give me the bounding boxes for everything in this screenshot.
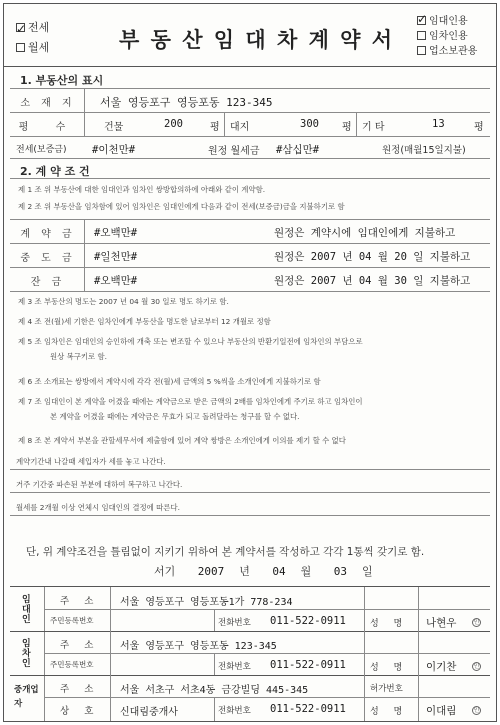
- option-tenant-copy[interactable]: [417, 29, 477, 44]
- divider: [10, 243, 490, 244]
- divider: [10, 112, 490, 113]
- contract-date: [154, 563, 373, 579]
- area-label: 평 수: [18, 121, 78, 133]
- divider: [10, 291, 490, 292]
- special-term-3: 월세를 2개월 이상 연체시 임대인의 결정에 따른다.: [16, 503, 180, 512]
- label: 성 명: [370, 619, 409, 629]
- date-era: 서기: [154, 565, 176, 578]
- label: 주민등록번호: [50, 660, 94, 669]
- unit: 평: [342, 122, 352, 133]
- divider: [214, 653, 215, 675]
- payment-label: 잔 금: [30, 276, 66, 288]
- divider: [10, 219, 490, 220]
- clause-1: 제 1 조 위 부동산에 대한 임대인과 임차인 쌍방합의하에 아래와 같이 계약함.: [18, 185, 266, 194]
- label: 전화번호: [218, 618, 251, 628]
- label: 원정 월세금: [208, 146, 260, 157]
- checkbox-checked-icon[interactable]: [16, 23, 25, 32]
- payment-note[interactable]: 원정은 2007 년 04 월 20 일 지불하고: [274, 251, 471, 263]
- tenant-role: 임차인: [22, 639, 31, 669]
- other-label: 기 타: [362, 122, 385, 133]
- label: 주 소: [60, 684, 100, 695]
- seal-text: 인: [473, 707, 480, 714]
- option-jeonse[interactable]: [16, 18, 49, 38]
- label: 성 명: [370, 663, 409, 673]
- label: 허가번호: [370, 684, 403, 694]
- divider: [224, 112, 225, 136]
- other-value[interactable]: 13: [432, 118, 445, 130]
- land-label: 대지: [230, 122, 250, 133]
- monthly-rent-value[interactable]: #삼십만#: [276, 144, 320, 156]
- label: 성 명: [370, 707, 409, 717]
- divider: [84, 219, 85, 291]
- landlord-role: 임대인: [22, 595, 31, 625]
- clause-5: 제 5 조 임차인은 임대인의 승인하에 개축 또는 변조할 수 있으나 부동산의 반환기일전에 임차인의 부담으로: [18, 337, 363, 346]
- divider: [418, 587, 419, 721]
- payment-note[interactable]: 원정은 계약시에 임대인에게 지불하고: [274, 227, 456, 239]
- tenant-name[interactable]: 이기찬: [426, 661, 457, 673]
- tenant-phone[interactable]: 011-522-0911: [270, 659, 346, 671]
- deposit-value[interactable]: #이천만#: [92, 144, 136, 156]
- option-label: 임차인용: [429, 31, 468, 42]
- divider: [10, 469, 490, 470]
- clause-3: 제 3 조 부동산의 명도는 2007 년 04 월 30 일로 명도 하기로 함.: [18, 297, 229, 306]
- checkbox-icon[interactable]: [417, 46, 426, 55]
- divider: [10, 492, 490, 493]
- building-label: 건물: [104, 122, 124, 133]
- checkbox-icon[interactable]: [417, 31, 426, 40]
- broker-firm[interactable]: 신대림중개사: [120, 707, 178, 718]
- seal-icon: [472, 661, 481, 671]
- divider: [10, 158, 490, 159]
- divider: [356, 112, 357, 136]
- label: 주민등록번호: [50, 616, 94, 625]
- date-year-unit: 년: [239, 565, 250, 578]
- unit: 평: [474, 122, 484, 133]
- lease-contract-document: [3, 3, 497, 722]
- date-day[interactable]: 03: [333, 565, 348, 578]
- option-label: 임대인용: [429, 16, 468, 27]
- option-label: 업소보관용: [429, 46, 478, 57]
- divider: [214, 609, 215, 631]
- checkbox-icon[interactable]: [16, 43, 25, 52]
- right-options: [417, 14, 477, 59]
- divider: [214, 697, 215, 721]
- clause-7: 제 7 조 임대인이 본 계약을 어겼을 때에는 계약금으로 받은 금액의 2배를 임차인에게 주기로 하고 임차인이: [18, 397, 363, 406]
- special-term-2: 거주 기간중 파손된 부분에 대하여 복구하고 나간다.: [16, 480, 183, 489]
- option-label: 전세: [28, 21, 50, 34]
- deposit-label: 전세(보증금): [16, 145, 67, 155]
- broker-name[interactable]: 이대림: [426, 705, 457, 717]
- section2-heading: 2. 계 약 조 건: [20, 165, 90, 178]
- date-month[interactable]: 04: [272, 565, 286, 578]
- label: 원정(매월15일지불): [382, 145, 466, 156]
- checkbox-checked-icon[interactable]: [417, 16, 426, 25]
- divider: [10, 267, 490, 268]
- landlord-name[interactable]: 나현우: [426, 617, 457, 629]
- seal-text: 인: [473, 663, 480, 670]
- clause-2: 제 2 조 위 부동산을 임차함에 있어 임차인은 임대인에게 다음과 같이 전세(보증금)금을 지불하기로 함: [18, 202, 345, 211]
- option-wolse[interactable]: [16, 38, 49, 58]
- clause-6: 제 6 조 소개료는 쌍방에서 계약시에 각각 전(월)세 금액의 5 %씩을 소개인에게 지불하기로 함: [18, 377, 321, 386]
- special-term-1: 계약기간내 나갈때 세입자가 세를 놓고 나간다.: [16, 457, 166, 466]
- divider: [10, 88, 490, 89]
- divider: [110, 587, 111, 721]
- label: 주 소: [60, 640, 100, 651]
- payment-amount[interactable]: #일천만#: [94, 251, 138, 263]
- landlord-phone[interactable]: 011-522-0911: [270, 615, 346, 627]
- divider: [10, 515, 490, 516]
- payment-amount[interactable]: #오백만#: [94, 275, 138, 287]
- left-options: [16, 18, 49, 58]
- divider: [364, 587, 365, 721]
- date-day-unit: 일: [362, 565, 373, 578]
- payment-label: 계 약 금: [20, 228, 76, 240]
- clause-8: 제 8 조 본 계약서 부본을 관할세무서에 제출함에 있어 계약 쌍방은 소개인에게 이의를 제기 할 수 없다: [18, 436, 346, 445]
- label: 전화번호: [218, 662, 251, 672]
- parties-table: [10, 586, 490, 720]
- seal-icon: [472, 705, 481, 715]
- clause-4: 제 4 조 전(월)세 기한은 임차인에게 부동산을 명도한 날로부터 12 개월로 정함: [18, 317, 271, 326]
- divider: [10, 178, 490, 179]
- section1-heading: 1. 부동산의 표시: [20, 74, 104, 87]
- location-label: 소 재 지: [20, 97, 76, 109]
- payment-note[interactable]: 원정은 2007 년 04 월 30 일 지불하고: [274, 275, 471, 287]
- divider: [44, 587, 45, 721]
- label: 상 호: [60, 706, 100, 717]
- label: 전화번호: [218, 706, 251, 716]
- divider: [10, 136, 490, 137]
- broker-phone[interactable]: 011-522-0911: [270, 703, 346, 715]
- option-landlord-copy[interactable]: [417, 14, 477, 29]
- tenant-address[interactable]: 서울 영등포구 영등포동 123-345: [120, 641, 277, 652]
- header-divider: [4, 66, 496, 67]
- land-value[interactable]: 300: [300, 118, 319, 130]
- option-office-copy[interactable]: [417, 44, 477, 59]
- clause-5-cont: 원상 복구키로 함.: [50, 352, 108, 361]
- landlord-address[interactable]: 서울 영등포구 영등포동1가 778-234: [120, 597, 293, 608]
- payment-amount[interactable]: #오백만#: [94, 227, 138, 239]
- closing-statement: 단, 위 계약조건을 틀림없이 지키기 위하여 본 계약서를 작성하고 각각 1통씩 갖기로 함.: [26, 546, 425, 558]
- seal-icon: [472, 617, 481, 627]
- seal-text: 인: [473, 619, 480, 626]
- broker-role: 중개업자: [14, 685, 39, 709]
- broker-address[interactable]: 서울 서초구 서초4동 금강빌딩 445-345: [120, 685, 309, 696]
- label: 주 소: [60, 596, 100, 607]
- unit: 평: [210, 122, 220, 133]
- date-year[interactable]: 2007: [197, 565, 225, 578]
- clause-7-cont: 본 계약을 어겼을 때에는 계약금은 무효가 되고 돌려달라는 청구를 할 수 없다.: [50, 412, 300, 421]
- location-value[interactable]: 서울 영등포구 영등포동 123-345: [100, 96, 273, 109]
- date-month-unit: 월: [300, 565, 312, 578]
- building-value[interactable]: 200: [164, 118, 183, 130]
- option-label: 월세: [28, 41, 50, 54]
- document-title: 부 동 산 임 대 차 계 약 서: [119, 28, 395, 52]
- payment-label: 중 도 금: [20, 252, 76, 264]
